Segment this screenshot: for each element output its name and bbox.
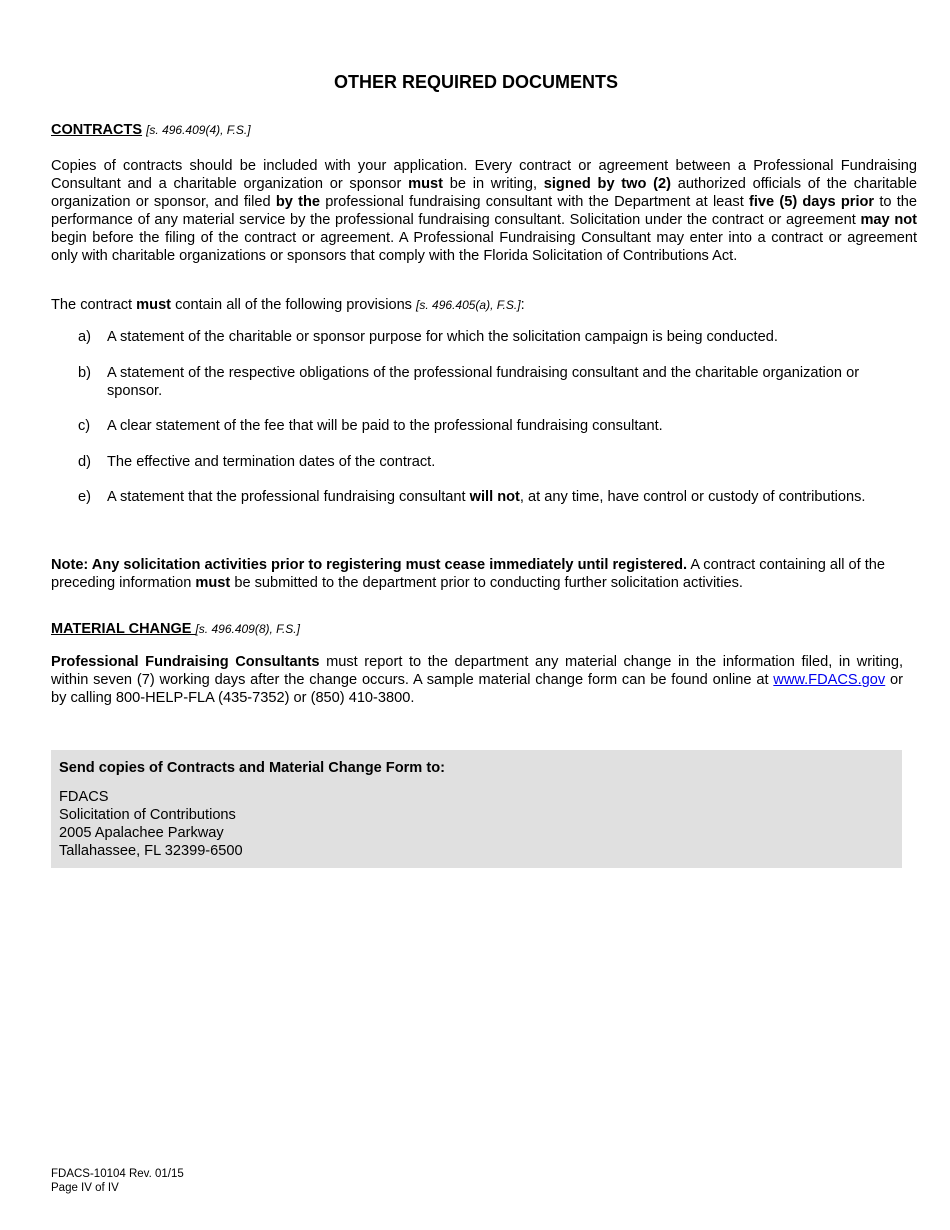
text-run: A contract containing all of the preceding information	[51, 557, 886, 591]
text-run: A statement that the professional fundraising consultant	[107, 489, 470, 505]
provisions-list	[51, 328, 917, 506]
list-item-text: A clear statement of the fee that will be paid to the professional fundraising consultant.	[107, 418, 663, 434]
list-item	[51, 328, 897, 346]
text-run: be submitted to the department prior to conducting further solicitation activities.	[230, 575, 743, 591]
emphasis: by the	[275, 194, 320, 210]
page-title: OTHER REQUIRED DOCUMENTS	[333, 72, 618, 92]
text-run: :	[520, 297, 525, 313]
list-item	[51, 453, 897, 471]
mailing-address	[59, 788, 243, 860]
emphasis: five (5) days prior	[748, 194, 875, 210]
send-copies-box	[51, 750, 902, 868]
material-change-paragraph	[51, 653, 903, 707]
list-marker: e)	[78, 489, 91, 505]
material-change-heading	[51, 621, 300, 637]
list-item	[51, 488, 897, 506]
text-run: must report to the department any material change in the information filed, in writing, within seven (7) working days after the change occurs. A sample material change form can be found online at	[51, 654, 903, 688]
emphasis: must	[195, 575, 231, 591]
address-line: FDACS	[59, 789, 109, 805]
list-marker: a)	[78, 329, 91, 345]
text-run: professional fundraising consultant with the Department at least	[319, 194, 749, 210]
emphasis: may not	[860, 212, 918, 228]
address-line: Solicitation of Contributions	[59, 807, 236, 823]
form-number: FDACS-10104 Rev. 01/15	[51, 1168, 184, 1180]
list-marker: b)	[78, 365, 91, 381]
contracts-heading-text: CONTRACTS	[51, 122, 143, 138]
emphasis: will not	[469, 489, 520, 505]
text-run: to the performance of any material service by the professional fundraising consultant. Solicitation under the contract or agreement	[51, 194, 917, 228]
contracts-paragraph	[51, 157, 917, 265]
emphasis: signed by two (2)	[543, 176, 672, 192]
text-run: The contract	[51, 297, 137, 313]
text-run: contain all of the following provisions	[171, 297, 417, 313]
page-footer	[51, 1167, 184, 1195]
text-run: be in writing,	[442, 176, 544, 192]
list-marker: c)	[78, 418, 91, 434]
material-change-heading-text: MATERIAL CHANGE	[51, 621, 196, 637]
list-item-text: A statement of the charitable or sponsor purpose for which the solicitation campaign is being conducted.	[107, 329, 778, 345]
text-run: authorized officials of the charitable organization or sponsor, and filed	[51, 176, 918, 210]
material-change-citation: [s. 496.409(8), F.S.]	[195, 622, 300, 636]
list-item-text: A statement of the respective obligations of the professional fundraising consultant and the charitable organization or sponsor.	[107, 365, 860, 399]
contracts-citation: [s. 496.409(4), F.S.]	[146, 123, 251, 137]
fdacs-website-link[interactable]: www.FDACS.gov	[773, 672, 886, 688]
address-line: Tallahassee, FL 32399-6500	[59, 843, 243, 859]
list-item-text: The effective and termination dates of the contract.	[107, 454, 436, 470]
list-marker: d)	[78, 454, 91, 470]
page-number: Page IV of IV	[51, 1182, 119, 1194]
address-line: 2005 Apalachee Parkway	[59, 825, 224, 841]
emphasis: must	[408, 176, 443, 192]
emphasis: Professional Fundraising Consultants	[51, 654, 320, 670]
provisions-citation: [s. 496.405(a), F.S.]	[416, 298, 521, 312]
emphasis: must	[136, 297, 172, 313]
note-warning: Note: Any solicitation activities prior to registering must cease immediately until registered.	[51, 557, 688, 573]
list-item-text	[107, 489, 865, 505]
text-run: or by calling 800-HELP-FLA (435-7352) or (850) 410-3800.	[51, 672, 903, 706]
list-item	[51, 364, 897, 400]
note-paragraph	[51, 556, 903, 592]
send-copies-heading: Send copies of Contracts and Material Change Form to:	[59, 760, 445, 776]
provisions-intro	[51, 296, 917, 314]
text-run: , at any time, have control or custody of contributions.	[519, 489, 866, 505]
contracts-heading	[51, 122, 251, 138]
text-run: Copies of contracts should be included with your application. Every contract or agreement between a Professional Fundraising Consultant and a charitable organization or sponsor	[51, 158, 917, 192]
text-run: begin before the filing of the contract or agreement. A Professional Fundraising Consultant may enter into a contract or agreement only with charitable organizations or sponsors that comply with the Florida Solicitation of Contributions Act.	[51, 230, 917, 264]
list-item	[51, 417, 897, 435]
